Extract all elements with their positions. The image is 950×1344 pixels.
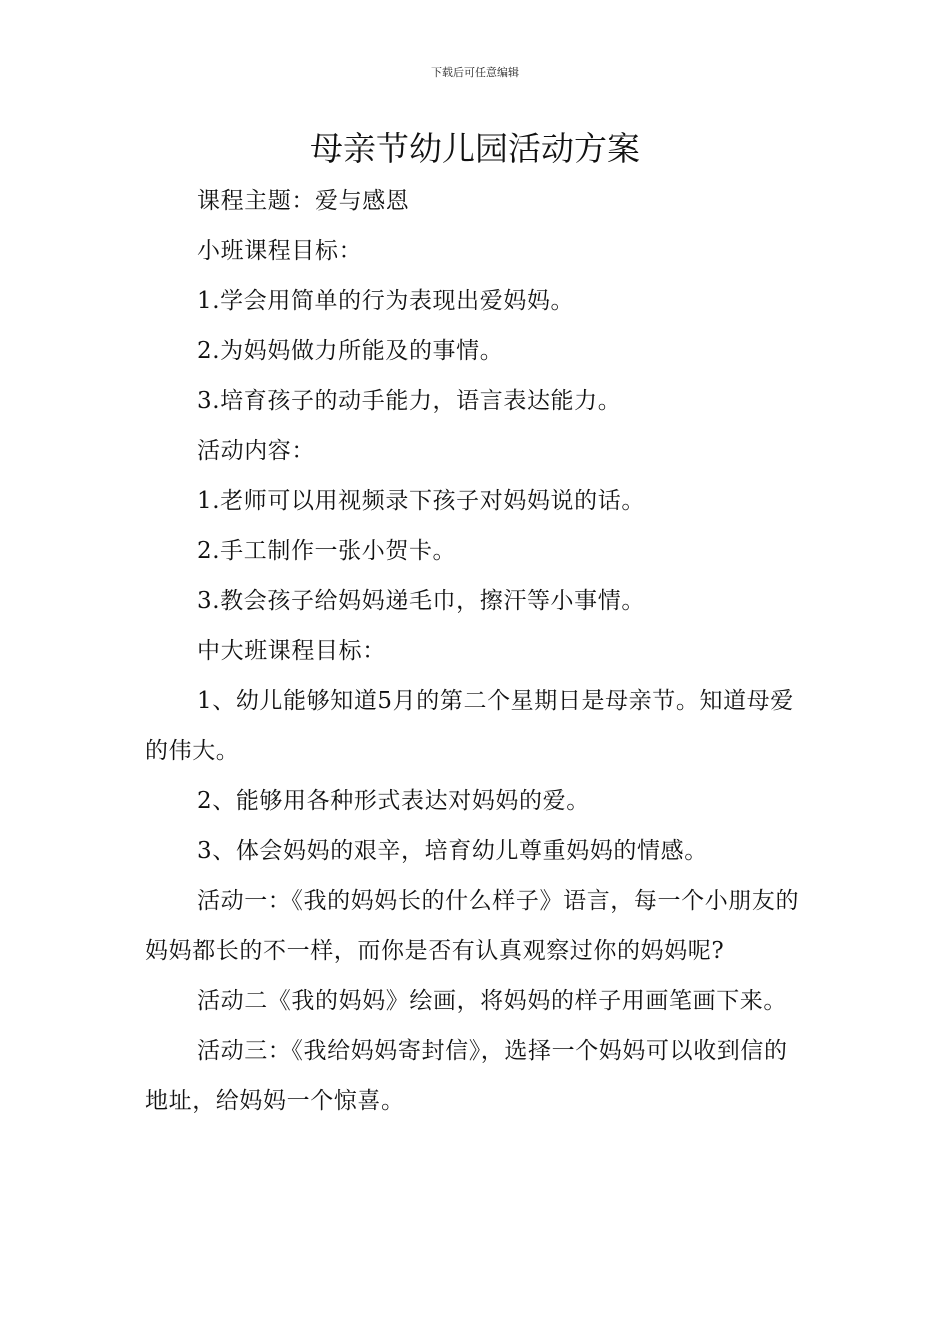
header-note: 下载后可任意编辑: [431, 66, 519, 79]
paragraph-activity-one: 活动一：《我的妈妈长的什么样子》语言，每一个小朋友的妈妈都长的不一样，而你是否有认真观察过你的妈妈呢?: [145, 888, 800, 964]
paragraph-mid-goal-3: 3、体会妈妈的艰辛，培育幼儿尊重妈妈的情感。: [197, 838, 708, 864]
paragraph-small-class-goals-heading: 小班课程目标：: [197, 238, 363, 264]
paragraph-content-2: 2.手工制作一张小贺卡。: [197, 538, 457, 564]
paragraph-mid-large-goals-heading: 中大班课程目标：: [197, 638, 386, 664]
page-title: 母亲节幼儿园活动方案: [310, 129, 640, 168]
paragraph-activity-content-heading: 活动内容：: [197, 438, 315, 464]
paragraph-activity-three: 活动三：《我给妈妈寄封信》，选择一个妈妈可以收到信的地址，给妈妈一个惊喜。: [145, 1038, 788, 1114]
paragraph-mid-goal-1: 1、幼儿能够知道5月的第二个星期日是母亲节。知道母爱的伟大。: [145, 688, 794, 764]
paragraph-course-theme: 课程主题：爱与感恩: [197, 188, 410, 214]
document-body: [145, 176, 810, 1126]
paragraph-activity-two: 活动二《我的妈妈》绘画，将妈妈的样子用画笔画下来。: [197, 988, 787, 1014]
paragraph-small-goal-3: 3.培育孩子的动手能力，语言表达能力。: [197, 388, 622, 414]
paragraph-small-goal-2: 2.为妈妈做力所能及的事情。: [197, 338, 504, 364]
paragraph-small-goal-1: 1.学会用简单的行为表现出爱妈妈。: [197, 288, 575, 314]
paragraph-content-1: 1.老师可以用视频录下孩子对妈妈说的话。: [197, 488, 645, 514]
paragraph-mid-goal-2: 2、能够用各种形式表达对妈妈的爱。: [197, 788, 590, 814]
paragraph-content-3: 3.教会孩子给妈妈递毛巾，擦汗等小事情。: [197, 588, 645, 614]
